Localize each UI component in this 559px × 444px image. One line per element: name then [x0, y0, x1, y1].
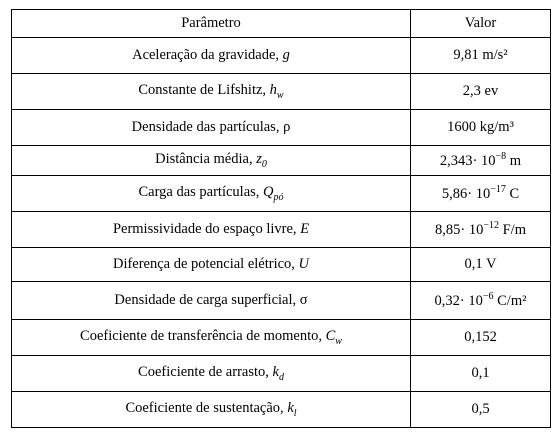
parameter-label: Densidade das partículas, ρ [131, 119, 291, 136]
parameter-symbol: g [282, 47, 290, 64]
table-row [12, 356, 551, 392]
parameter-cell [12, 212, 411, 248]
header-value: Valor [411, 10, 551, 38]
table-row [12, 320, 551, 356]
table-row [12, 146, 551, 176]
parameter-symbol: z [256, 150, 262, 167]
parameter-symbol: U [298, 256, 310, 273]
parameter-cell [12, 392, 411, 428]
value-cell [411, 74, 551, 110]
parameter-label: Diferença de potencial elétrico, [112, 256, 299, 273]
parameter-cell [12, 176, 411, 212]
table-row [12, 248, 551, 282]
parameter-cell [12, 320, 411, 356]
parameter-label: Aceleração da gravidade, [132, 47, 283, 64]
value-unit: C [505, 186, 520, 203]
value-text: 0,1 V [464, 256, 497, 273]
table-body [12, 38, 551, 428]
value-mantissa: 5,86· 10 [441, 186, 491, 203]
parameter-label: Carga das partículas, [138, 183, 264, 200]
table-row [12, 38, 551, 74]
parameter-subscript: 0 [261, 158, 267, 170]
parameter-cell [12, 38, 411, 74]
value-mantissa: 2,343· 10 [439, 153, 496, 170]
table-row [12, 74, 551, 110]
value-text: 1600 kg/m³ [447, 119, 514, 136]
value-text: 2,3 ev [462, 83, 499, 100]
parameter-symbol: k [287, 399, 294, 416]
value-cell [411, 392, 551, 428]
value-cell [411, 248, 551, 282]
parameter-label: Permissividade do espaço livre, [112, 221, 301, 238]
table-row [12, 392, 551, 428]
value-text: 0,1 [471, 365, 490, 382]
parameter-label: Coeficiente de sustentação, [125, 399, 288, 416]
parameter-subscript: d [278, 371, 284, 383]
parameter-symbol: Q [263, 183, 274, 200]
value-exponent: −6 [482, 291, 494, 303]
parameter-subscript: pó [273, 191, 284, 203]
value-cell [411, 146, 551, 176]
table-row [12, 110, 551, 146]
value-exponent: −8 [495, 151, 507, 163]
header-parameter: Parâmetro [12, 10, 411, 38]
parameters-table [11, 9, 551, 428]
parameter-label: Coeficiente de transferência de momento, [80, 327, 326, 344]
value-cell [411, 212, 551, 248]
parameter-cell [12, 248, 411, 282]
parameter-cell [12, 74, 411, 110]
value-unit: m [506, 153, 522, 170]
table-row [12, 282, 551, 320]
value-exponent: −17 [490, 184, 506, 196]
value-cell [411, 110, 551, 146]
parameter-cell [12, 146, 411, 176]
value-exponent: −12 [483, 220, 499, 232]
value-text: 0,5 [471, 401, 490, 418]
parameter-cell [12, 110, 411, 146]
table-row [12, 176, 551, 212]
table-header-row [12, 10, 551, 38]
value-cell [411, 282, 551, 320]
parameter-symbol: k [272, 363, 279, 380]
parameter-subscript: w [335, 335, 342, 347]
value-text: 0,152 [464, 329, 497, 346]
parameter-subscript: l [293, 407, 297, 419]
value-cell [411, 176, 551, 212]
value-mantissa: 8,85· 10 [435, 222, 484, 239]
value-text: 9,81 m/s² [453, 47, 508, 64]
value-cell [411, 38, 551, 74]
parameter-label: Constante de Lifshitz, [138, 81, 270, 98]
parameter-label: Distância média, [155, 150, 257, 167]
table-row [12, 212, 551, 248]
parameter-symbol: C [325, 327, 336, 344]
value-cell [411, 320, 551, 356]
value-mantissa: 0,32· 10 [434, 293, 483, 310]
parameter-symbol: h [269, 81, 277, 98]
parameter-cell [12, 356, 411, 392]
parameter-label: Densidade de carga superficial, σ [114, 292, 308, 309]
parameter-symbol: E [300, 221, 310, 238]
value-unit: C/m² [493, 293, 527, 310]
parameter-subscript: w [276, 89, 284, 101]
parameter-label: Coeficiente de arrasto, [138, 363, 273, 380]
value-cell [411, 356, 551, 392]
parameter-cell [12, 282, 411, 320]
value-unit: F/m [498, 222, 526, 239]
